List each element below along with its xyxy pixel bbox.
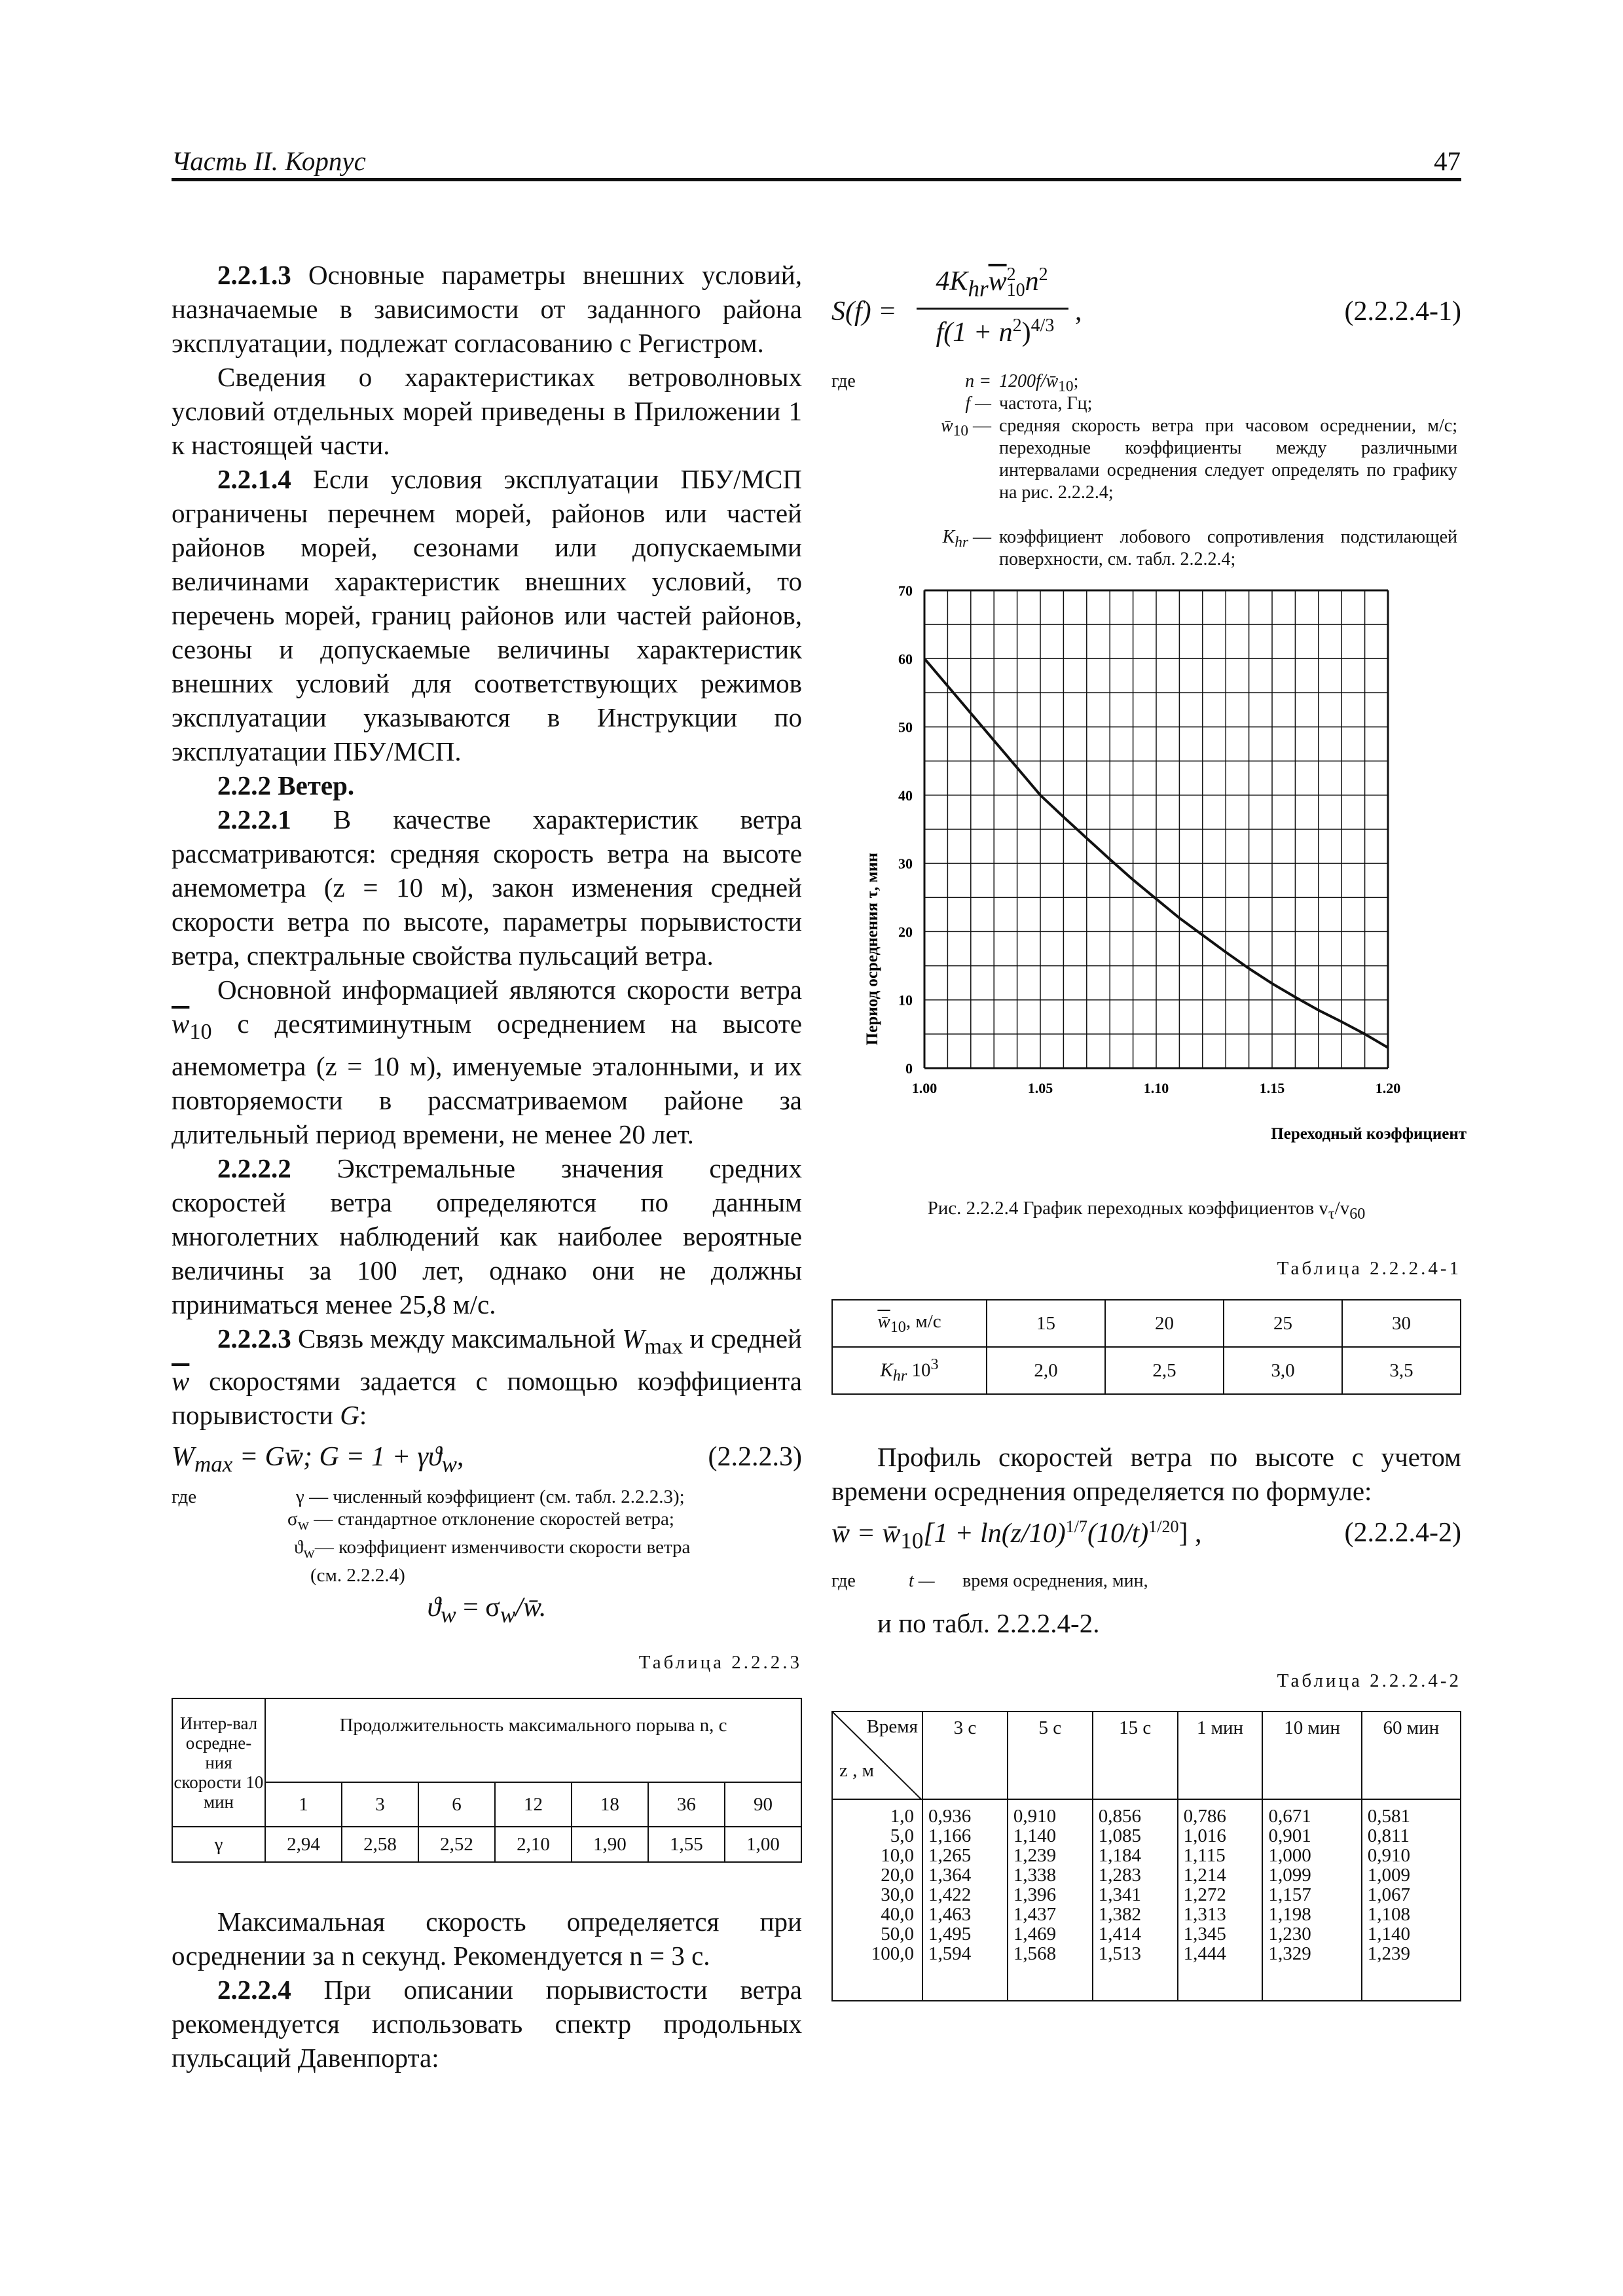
symbol-w: $\overline{w}$ bbox=[172, 1366, 190, 1397]
eq-sub: 10 bbox=[1006, 280, 1025, 301]
text: 1200f/w̄ bbox=[999, 371, 1059, 391]
eq-sub: hr bbox=[968, 276, 989, 302]
equation-2-2-2-4-2 bbox=[831, 1517, 1461, 1554]
definition-theta bbox=[255, 1536, 792, 1564]
paragraph-max-speed: Максимальная скорость определяется при осреднении за n секунд. Рекомендуется n = 3 с. bbox=[172, 1907, 802, 1971]
where-label: где bbox=[831, 371, 856, 391]
eq-part: f(1 + n bbox=[936, 317, 1013, 348]
paragraph-2-2-2-2 bbox=[172, 1151, 802, 1321]
y-tick-label: 0 bbox=[905, 1060, 913, 1077]
clause-number: 2.2.1.4 bbox=[217, 464, 291, 494]
table-2-2-2-3 bbox=[172, 1698, 802, 1863]
eq-subscript: w bbox=[500, 1602, 516, 1628]
table-row-header: Интер-вал осредне-ния скорости 10 мин bbox=[172, 1698, 265, 1827]
table-cell: 15 bbox=[987, 1300, 1105, 1347]
equation-number: (2.2.2.4-1) bbox=[1344, 296, 1461, 327]
section-heading-text: 2.2.2 Ветер. bbox=[217, 770, 355, 800]
table-cell: 0,910 1,140 1,239 1,338 1,396 1,437 1,469 1,568 bbox=[1008, 1799, 1093, 2001]
table-column-header: 3 с bbox=[922, 1712, 1008, 1799]
table-corner-cell bbox=[832, 1712, 922, 1799]
figure-caption bbox=[831, 1198, 1461, 1223]
x-tick-label: 1.15 bbox=[1259, 1080, 1285, 1096]
text: 10 bbox=[907, 1359, 931, 1381]
eq-sup: 2 bbox=[1006, 264, 1016, 285]
sub: 10 bbox=[890, 1318, 906, 1336]
symbol-G: G bbox=[340, 1400, 359, 1431]
table-column-header: 5 с bbox=[1008, 1712, 1093, 1799]
def-text-t: время осреднения, мин, bbox=[962, 1571, 1148, 1591]
y-axis-label: Период осреднения τ, мин bbox=[864, 852, 881, 1046]
y-tick-label: 20 bbox=[898, 924, 913, 941]
table-2-2-2-3-caption: Таблица 2.2.2.3 bbox=[638, 1652, 802, 1674]
eq-sup: 4/3 bbox=[1030, 315, 1055, 336]
y-tick-label: 40 bbox=[898, 787, 913, 804]
clause-number: 2.2.2.2 bbox=[217, 1153, 291, 1184]
table-cell: 3,5 bbox=[1342, 1347, 1461, 1394]
y-tick-label: 10 bbox=[898, 992, 913, 1009]
table-row bbox=[172, 1827, 801, 1862]
table-cell: 2,0 bbox=[987, 1347, 1105, 1394]
paragraph-text: Основной информацией являются скорости ветра bbox=[217, 975, 802, 1005]
table-cell: 3,0 bbox=[1224, 1347, 1342, 1394]
section-heading-wind bbox=[172, 768, 802, 802]
table-row bbox=[832, 1347, 1461, 1394]
paragraph-text: Основные параметры внешних условий, назначаемые в зависимости от заданного района эксплуатации, подлежат согласованию с Регистром. bbox=[172, 260, 802, 358]
eq-symbol: W bbox=[172, 1442, 194, 1473]
equation-number: (2.2.2.3) bbox=[708, 1442, 802, 1473]
sym: t — bbox=[909, 1571, 935, 1591]
paragraph-2-2-2-1 bbox=[172, 802, 802, 973]
eq-sup: 2 bbox=[1012, 315, 1022, 336]
table-cell: 0,671 0,901 1,000 1,099 1,157 1,198 1,230 1,329 bbox=[1262, 1799, 1361, 2001]
sub: τ bbox=[1328, 1204, 1335, 1223]
x-tick-label: 1.10 bbox=[1143, 1080, 1169, 1096]
table-2-2-2-4-1 bbox=[831, 1299, 1461, 1395]
sub: 10 bbox=[953, 422, 968, 440]
sym: n = bbox=[965, 371, 991, 391]
paragraph-profile: Профиль скоростей ветра по высоте с учетом времени осреднения определяется по формуле: bbox=[831, 1442, 1461, 1506]
sym: σ bbox=[287, 1509, 298, 1530]
x-tick-label: 1.00 bbox=[911, 1080, 938, 1096]
table-cell: 2,52 bbox=[418, 1827, 495, 1862]
table-header-row bbox=[832, 1712, 1461, 1799]
def-symbol-w10 bbox=[910, 415, 991, 442]
y-tick-labels bbox=[898, 583, 913, 1077]
dash: — bbox=[968, 416, 991, 436]
eq-denominator bbox=[923, 315, 1067, 348]
eq-part: w̄ = w̄ bbox=[831, 1518, 901, 1549]
def-symbol-khr bbox=[910, 526, 991, 554]
paragraph-text: с десятиминутным осреднением на высоте анемометра (z = 10 м), именуемые эталонными, и их повторяемости в рассматриваемом районе за длительный период времени, не менее 20 лет. bbox=[172, 1009, 802, 1150]
table-row-header bbox=[832, 1300, 987, 1347]
eq-part: (10/t) bbox=[1087, 1518, 1149, 1549]
table-cell: 18 bbox=[572, 1782, 648, 1827]
table-cell: 36 bbox=[648, 1782, 725, 1827]
text: — стандартное отклонение скоростей ветра; bbox=[309, 1509, 674, 1530]
table-cell: 20 bbox=[1105, 1300, 1224, 1347]
table-cell: 12 bbox=[495, 1782, 572, 1827]
symbol-w: $\overline{w}$ bbox=[172, 1009, 190, 1039]
eq-part: $\overline{w}$ bbox=[988, 266, 1007, 296]
eq-body: = Gw̄; G = 1 + γϑ bbox=[232, 1442, 442, 1473]
definitions-2-2-2-3 bbox=[172, 1486, 802, 1584]
text: ; bbox=[1073, 371, 1079, 391]
paragraph-text: : bbox=[359, 1400, 367, 1431]
eq-sup: 2 bbox=[1038, 264, 1048, 285]
def-symbol-n bbox=[910, 370, 991, 393]
subscript: 10 bbox=[189, 1020, 212, 1045]
table-cell-z: 1,0 5,0 10,0 20,0 30,0 40,0 50,0 100,0 bbox=[832, 1799, 922, 2001]
eq-subscript: w bbox=[441, 1602, 456, 1628]
definition-theta-cont: (см. 2.2.2.4) bbox=[310, 1564, 405, 1586]
equation-theta bbox=[172, 1590, 802, 1627]
paragraph-2-2-1-3 bbox=[172, 258, 802, 360]
eq-part: 4K bbox=[936, 266, 968, 296]
sub: w bbox=[303, 1543, 315, 1562]
sub: 60 bbox=[1349, 1204, 1366, 1223]
table-row bbox=[172, 1782, 801, 1827]
eq-part: [1 + ln(z/10) bbox=[923, 1518, 1066, 1549]
x-tick-label: 1.05 bbox=[1027, 1080, 1053, 1096]
y-tick-label: 60 bbox=[898, 651, 913, 668]
eq-lhs: S(f) = bbox=[831, 296, 897, 327]
table-cell: 2,5 bbox=[1105, 1347, 1224, 1394]
eq-comma: , bbox=[1075, 296, 1082, 327]
table-column-header: 1 мин bbox=[1178, 1712, 1263, 1799]
page-number: 47 bbox=[1434, 146, 1461, 176]
table-cell: 30 bbox=[1342, 1300, 1461, 1347]
equation-number: (2.2.2.4-2) bbox=[1344, 1518, 1461, 1548]
def-text-f: частота, Гц; bbox=[999, 393, 1093, 414]
equation-2-2-2-3 bbox=[172, 1440, 802, 1482]
running-header-title: Часть II. Корпус bbox=[172, 146, 366, 176]
sym: w̄ bbox=[940, 416, 953, 436]
definition-sigma bbox=[255, 1508, 792, 1536]
corner-label-z: z , м bbox=[839, 1760, 874, 1781]
table-cell: 6 bbox=[418, 1782, 495, 1827]
def-text-w10: средняя скорость ветра при часовом осреднении, м/с; переходные коэффициенты между различными интервалами осреднения следует определять по графику на рис. 2.2.2.4; bbox=[999, 416, 1457, 503]
clause-number: 2.2.1.3 bbox=[217, 260, 291, 290]
sym: K bbox=[880, 1359, 893, 1381]
eq-part: n bbox=[1025, 266, 1039, 296]
paragraph-text: При описании порывистости ветра рекомендуется использовать спектр продольных пульсаций Давенпорта: bbox=[172, 1975, 802, 2073]
sub: w bbox=[297, 1516, 310, 1534]
table-column-header: 10 мин bbox=[1262, 1712, 1361, 1799]
symbol-W: W bbox=[622, 1323, 645, 1354]
definition-gamma: γ — численный коэффициент (см. табл. 2.2.2.3); bbox=[296, 1486, 685, 1508]
clause-number: 2.2.2.3 bbox=[217, 1323, 291, 1354]
chart-grid bbox=[924, 590, 1388, 1068]
definition-t bbox=[831, 1571, 1461, 1592]
paragraph-reference-speeds bbox=[172, 973, 802, 1151]
sym: w̄ bbox=[877, 1310, 890, 1332]
table-cell: 0,786 1,016 1,115 1,214 1,272 1,313 1,345 1,444 bbox=[1178, 1799, 1263, 2001]
x-axis-label: Переходный коэффициент bbox=[1271, 1125, 1467, 1143]
sym: ϑ bbox=[294, 1537, 304, 1558]
eq-body: = σ bbox=[456, 1592, 500, 1623]
dash: — bbox=[968, 527, 991, 547]
table-cell: γ bbox=[172, 1827, 265, 1862]
sym: f — bbox=[965, 393, 991, 414]
table-column-header: 60 мин bbox=[1362, 1712, 1461, 1799]
eq-numerator bbox=[917, 264, 1067, 302]
table-2-2-2-4-1-caption: Таблица 2.2.2.4-1 bbox=[1277, 1258, 1461, 1279]
table-cell: 25 bbox=[1224, 1300, 1342, 1347]
paragraph-text: скоростями задается с помощью коэффициента порывистости bbox=[172, 1366, 802, 1431]
table-cell: 1 bbox=[265, 1782, 342, 1827]
paragraph-2-2-2-3 bbox=[172, 1321, 802, 1432]
table-column-group-header: Продолжительность максимального порыва n, с bbox=[265, 1698, 801, 1782]
def-text-khr: коэффициент лобового сопротивления подстилающей поверхности, см. табл. 2.2.2.4; bbox=[999, 527, 1457, 569]
subscript: max bbox=[644, 1335, 684, 1359]
eq-end: , bbox=[457, 1442, 464, 1473]
table-cell: 1,00 bbox=[725, 1827, 801, 1862]
paragraph-text: В качестве характеристик ветра рассматриваются: средняя скорость ветра на высоте анемометра (z = 10 м), закон изменения средней скорости ветра по высоте, параметры порывистости ветра, спектральные свойства пульсаций ветра. bbox=[172, 804, 802, 971]
table-row bbox=[832, 1300, 1461, 1347]
paragraph-text: Связь между максимальной bbox=[291, 1323, 623, 1354]
left-column bbox=[172, 258, 802, 2075]
table-row-header bbox=[832, 1347, 987, 1394]
sym: K bbox=[942, 527, 955, 547]
eq-sup: 1/20 bbox=[1148, 1517, 1179, 1536]
eq-subscript: w bbox=[441, 1451, 458, 1477]
fraction-bar bbox=[917, 308, 1068, 310]
table-cell: 1,55 bbox=[648, 1827, 725, 1862]
text: , м/с bbox=[905, 1310, 941, 1332]
eq-sub: 10 bbox=[900, 1528, 924, 1554]
paragraph-2-2-1-4 bbox=[172, 462, 802, 768]
eq-end: /w̄. bbox=[515, 1592, 547, 1623]
corner-label-time: Время bbox=[866, 1716, 918, 1737]
sub: 10 bbox=[1058, 378, 1074, 395]
table-cell: 90 bbox=[725, 1782, 801, 1827]
x-tick-labels bbox=[912, 1080, 1401, 1096]
header-rule bbox=[172, 178, 1461, 181]
def-symbol-f bbox=[910, 393, 991, 415]
where-label: где bbox=[831, 1571, 856, 1591]
x-tick-label: 1.20 bbox=[1375, 1080, 1401, 1096]
paragraph-2-2-2-4 bbox=[172, 1973, 802, 2075]
table-cell: 0,581 0,811 0,910 1,009 1,067 1,108 1,140 1,239 bbox=[1362, 1799, 1461, 2001]
eq-part: ] , bbox=[1178, 1518, 1202, 1549]
table-2-2-2-4-2-caption: Таблица 2.2.2.4-2 bbox=[1277, 1670, 1461, 1691]
paragraph-text: Если условия эксплуатации ПБУ/МСП ограничены перечнем морей, районов или частей районов морей, сезонами или допускаемыми величинами характеристик внешних условий, то перечень морей, границ районов или частей районов, сезоны и допускаемые величины характеристик внешних условий для соответствующих режимов эксплуатации указываются в Инструкции по эксплуатации ПБУ/МСП. bbox=[172, 464, 802, 766]
transition-coefficient-chart bbox=[851, 576, 1467, 1152]
table-cell: 2,10 bbox=[495, 1827, 572, 1862]
sub: hr bbox=[955, 533, 968, 551]
definition-list bbox=[255, 1486, 792, 1587]
caption-text: Рис. 2.2.2.4 График переходных коэффициентов v bbox=[927, 1198, 1328, 1219]
eq-part: ) bbox=[1021, 317, 1031, 348]
y-tick-label: 50 bbox=[898, 719, 913, 736]
table-cell: 3 bbox=[342, 1782, 418, 1827]
table-cell: 0,856 1,085 1,184 1,283 1,341 1,382 1,414 1,513 bbox=[1093, 1799, 1178, 2001]
caption-text: /v bbox=[1334, 1198, 1350, 1219]
y-tick-label: 30 bbox=[898, 855, 913, 872]
where-label: где bbox=[172, 1486, 197, 1508]
table-cell: 0,936 1,166 1,265 1,364 1,422 1,463 1,495 1,594 bbox=[922, 1799, 1008, 2001]
table-cell: 1,90 bbox=[572, 1827, 648, 1862]
y-tick-label: 70 bbox=[898, 583, 913, 599]
paragraph-text: и средней bbox=[683, 1323, 802, 1354]
table-column-header: 15 с bbox=[1093, 1712, 1178, 1799]
clause-number: 2.2.2.4 bbox=[217, 1975, 291, 2005]
paragraph-table-ref: и по табл. 2.2.2.4-2. bbox=[877, 1608, 1100, 1638]
sub: hr bbox=[892, 1367, 907, 1385]
paragraph-text: Экстремальные значения средних скоростей ветра определяются по данным многолетних наблюдений как наиболее вероятные величины за 100 лет, однако они не должны приниматься менее 25,8 м/с. bbox=[172, 1153, 802, 1320]
text: — коэффициент изменчивости скорости ветра bbox=[314, 1537, 691, 1558]
paragraph-appendix-ref: Сведения о характеристиках ветроволновых условий отдельных морей приведены в Приложении 1 к настоящей части. bbox=[172, 362, 802, 460]
eq-symbol: ϑ bbox=[427, 1592, 441, 1623]
sup: 3 bbox=[930, 1355, 939, 1374]
table-body-row bbox=[832, 1799, 1461, 2001]
equation-2-2-2-4-1 bbox=[831, 262, 1461, 367]
table-2-2-2-4-2 bbox=[831, 1711, 1461, 2001]
clause-number: 2.2.2.1 bbox=[217, 804, 291, 834]
eq-subscript: max bbox=[194, 1451, 233, 1477]
table-cell: 2,94 bbox=[265, 1827, 342, 1862]
profile-block bbox=[831, 1440, 1461, 1508]
def-symbol-t bbox=[909, 1571, 935, 1592]
table-cell: 2,58 bbox=[342, 1827, 418, 1862]
eq-sup: 1/7 bbox=[1065, 1517, 1087, 1536]
